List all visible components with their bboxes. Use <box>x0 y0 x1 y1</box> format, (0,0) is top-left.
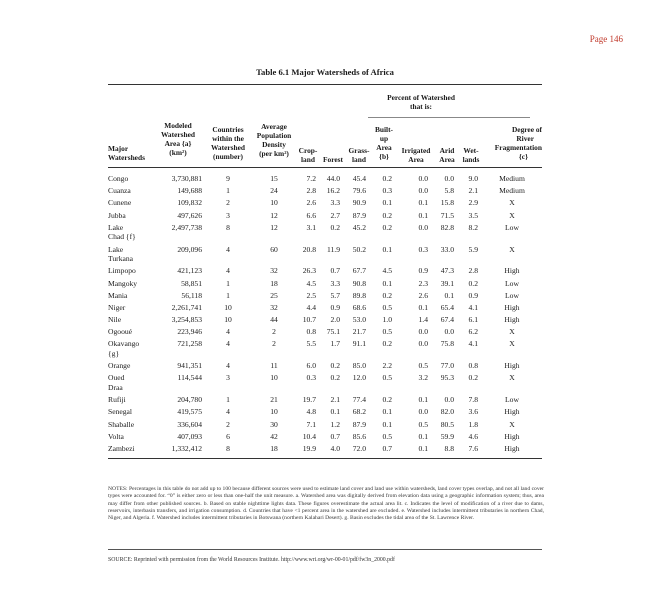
cell-forest: 0.2 <box>330 222 340 232</box>
cell-crop: 0.3 <box>306 373 316 383</box>
table-row <box>108 223 542 245</box>
cell-irrigated: 0.3 <box>418 244 428 254</box>
cell-arid: 65.4 <box>440 302 454 312</box>
cell-irrigated: 0.0 <box>418 407 428 417</box>
cell-density: 10 <box>270 373 278 383</box>
cell-crop: 4.5 <box>306 278 316 288</box>
cell-arid: 82.0 <box>440 407 454 417</box>
header-irrigated: Irrigated Area <box>401 146 431 164</box>
cell-arid: 0.0 <box>444 174 454 183</box>
table-row <box>108 245 542 267</box>
cell-density: 10 <box>270 198 278 208</box>
cell-forest: 2.1 <box>330 395 340 405</box>
cell-frag: High <box>504 361 520 371</box>
cell-builtup: 0.1 <box>382 407 392 417</box>
cell-area: 2,497,738 <box>171 222 202 232</box>
cell-wetlands: 8.2 <box>468 222 478 232</box>
cell-builtup: 0.5 <box>382 302 392 312</box>
cell-forest: 0.7 <box>330 431 340 441</box>
cell-name: Senegal <box>108 407 133 417</box>
cell-forest: 0.9 <box>330 302 340 312</box>
group-header: Percent of Watershed that is: <box>387 93 455 111</box>
watershed-table <box>108 84 542 459</box>
cell-irrigated: 0.1 <box>418 395 428 405</box>
table-row <box>108 279 542 291</box>
cell-crop: 6.6 <box>306 210 316 220</box>
cell-countries: 2 <box>226 419 230 429</box>
cell-area: 941,351 <box>177 361 202 371</box>
table-body <box>108 174 542 456</box>
cell-forest: 0.2 <box>330 361 340 371</box>
cell-crop: 3.1 <box>306 222 316 232</box>
cell-crop: 5.5 <box>306 339 316 349</box>
cell-density: 44 <box>270 315 278 325</box>
cell-builtup: 0.2 <box>382 174 392 183</box>
cell-countries: 3 <box>226 210 230 220</box>
cell-area: 58,851 <box>181 278 202 288</box>
cell-irrigated: 0.1 <box>418 431 428 441</box>
cell-area: 209,096 <box>177 244 202 254</box>
cell-frag: Medium <box>499 174 525 183</box>
cell-countries: 4 <box>226 339 230 349</box>
table-row <box>108 198 542 210</box>
header-rule <box>108 167 542 168</box>
cell-wetlands: 1.8 <box>468 419 478 429</box>
cell-crop: 2.6 <box>306 198 316 208</box>
cell-area: 497,626 <box>177 210 202 220</box>
cell-grass: 45.2 <box>352 222 366 232</box>
cell-density: 2 <box>272 327 276 337</box>
cell-density: 42 <box>270 431 278 441</box>
table-row <box>108 315 542 327</box>
cell-frag: Low <box>505 290 519 300</box>
cell-grass: 68.6 <box>352 302 366 312</box>
cell-frag: X <box>509 244 515 254</box>
cell-irrigated: 0.1 <box>418 302 428 312</box>
cell-crop: 6.0 <box>306 361 316 371</box>
cell-builtup: 0.2 <box>382 290 392 300</box>
cell-density: 12 <box>270 210 278 220</box>
cell-name: Orange <box>108 361 131 371</box>
cell-name: Rufiji <box>108 395 126 405</box>
cell-wetlands: 9.0 <box>468 174 478 183</box>
cell-countries: 8 <box>226 222 230 232</box>
header-fragmentation: Degree of River Fragmentation {c} <box>494 125 542 161</box>
cell-area: 721,258 <box>177 339 202 349</box>
cell-wetlands: 2.9 <box>468 198 478 208</box>
cell-area: 1,332,412 <box>171 444 202 453</box>
cell-irrigated: 0.5 <box>418 419 428 429</box>
cell-arid: 71.5 <box>440 210 454 220</box>
cell-builtup: 0.5 <box>382 431 392 441</box>
cell-crop: 10.4 <box>302 431 316 441</box>
cell-area: 419,575 <box>177 407 202 417</box>
cell-name: Jubba <box>108 210 126 220</box>
cell-wetlands: 2.8 <box>468 266 478 276</box>
cell-grass: 45.4 <box>352 174 366 183</box>
cell-crop: 7.1 <box>306 419 316 429</box>
cell-arid: 15.8 <box>440 198 454 208</box>
cell-forest: 1.2 <box>330 419 340 429</box>
cell-frag: High <box>504 315 520 325</box>
cell-frag: High <box>504 444 520 453</box>
table-row <box>108 432 542 444</box>
cell-density: 11 <box>270 361 278 371</box>
cell-wetlands: 0.9 <box>468 290 478 300</box>
cell-forest: 4.0 <box>330 444 340 453</box>
group-rule <box>368 117 530 118</box>
cell-frag: High <box>504 302 520 312</box>
cell-name: Ogooué <box>108 327 133 337</box>
cell-forest: 3.3 <box>330 198 340 208</box>
cell-wetlands: 6.1 <box>468 315 478 325</box>
cell-forest: 0.2 <box>330 373 340 383</box>
cell-forest: 0.1 <box>330 407 340 417</box>
header-forest: Forest <box>323 155 343 164</box>
cell-frag: X <box>509 210 515 220</box>
cell-grass: 68.2 <box>352 407 366 417</box>
table-source: SOURCE: Reprinted with permission from the World Resources Institute. http://www.wri.org/wr-00-01/pdf/fw3n_2000.pdf <box>108 557 395 563</box>
cell-frag: High <box>504 407 520 417</box>
cell-countries: 4 <box>226 361 230 371</box>
cell-name: Lake Turkana <box>108 244 134 264</box>
cell-wetlands: 4.6 <box>468 431 478 441</box>
header-grassland: Grass- land <box>348 146 370 164</box>
cell-grass: 77.4 <box>352 395 366 405</box>
cell-density: 60 <box>270 244 278 254</box>
cell-irrigated: 1.4 <box>418 315 428 325</box>
cell-countries: 10 <box>224 302 232 312</box>
table-row <box>108 266 542 278</box>
cell-builtup: 1.0 <box>382 315 392 325</box>
cell-crop: 19.9 <box>302 444 316 453</box>
header-density: Average Population Density (per km²) <box>256 122 292 158</box>
cell-crop: 26.3 <box>302 266 316 276</box>
cell-builtup: 0.2 <box>382 339 392 349</box>
cell-crop: 4.8 <box>306 407 316 417</box>
cell-arid: 0.0 <box>444 395 454 405</box>
cell-arid: 8.8 <box>444 444 454 453</box>
cell-area: 56,118 <box>181 290 202 300</box>
cell-arid: 5.8 <box>444 186 454 196</box>
cell-area: 421,123 <box>177 266 202 276</box>
cell-countries: 4 <box>226 244 230 254</box>
cell-name: Oued Draa <box>108 373 125 393</box>
cell-frag: High <box>504 431 520 441</box>
cell-density: 32 <box>270 302 278 312</box>
cell-area: 3,730,881 <box>171 174 202 183</box>
cell-arid: 67.4 <box>440 315 454 325</box>
cell-frag: X <box>509 327 515 337</box>
cell-density: 12 <box>270 222 278 232</box>
cell-area: 407,093 <box>177 431 202 441</box>
cell-grass: 79.6 <box>352 186 366 196</box>
cell-arid: 33.0 <box>440 244 454 254</box>
cell-density: 18 <box>270 444 278 453</box>
cell-grass: 90.8 <box>352 278 366 288</box>
cell-arid: 59.9 <box>440 431 454 441</box>
cell-name: Shaballe <box>108 419 135 429</box>
cell-density: 15 <box>270 174 278 183</box>
table-row <box>108 174 542 186</box>
cell-countries: 3 <box>226 373 230 383</box>
cell-density: 10 <box>270 407 278 417</box>
cell-grass: 67.7 <box>352 266 366 276</box>
cell-builtup: 0.3 <box>382 186 392 196</box>
table-row <box>108 444 542 456</box>
cell-wetlands: 7.8 <box>468 395 478 405</box>
cell-area: 114,544 <box>177 373 202 383</box>
table-row <box>108 211 542 223</box>
cell-arid: 0.1 <box>444 290 454 300</box>
cell-builtup: 0.1 <box>382 419 392 429</box>
table-row <box>108 407 542 419</box>
cell-name: Lake Chad {f} <box>108 222 136 242</box>
cell-forest: 3.3 <box>330 278 340 288</box>
cell-builtup: 0.1 <box>382 198 392 208</box>
cell-name: Zambezi <box>108 444 135 453</box>
cell-builtup: 0.2 <box>382 395 392 405</box>
cell-builtup: 0.2 <box>382 222 392 232</box>
cell-forest: 75.1 <box>326 327 340 337</box>
cell-countries: 9 <box>226 174 230 183</box>
cell-forest: 2.0 <box>330 315 340 325</box>
cell-irrigated: 0.0 <box>418 174 428 183</box>
cell-name: Nile <box>108 315 122 325</box>
cell-frag: Medium <box>499 186 525 196</box>
cell-builtup: 0.1 <box>382 278 392 288</box>
source-rule <box>108 549 542 550</box>
cell-crop: 10.7 <box>302 315 316 325</box>
cell-irrigated: 2.6 <box>418 290 428 300</box>
table-row <box>108 361 542 373</box>
cell-forest: 2.7 <box>330 210 340 220</box>
cell-forest: 1.7 <box>330 339 340 349</box>
cell-name: Volta <box>108 431 124 441</box>
cell-grass: 89.8 <box>352 290 366 300</box>
cell-area: 3,254,853 <box>171 315 202 325</box>
cell-arid: 47.3 <box>440 266 454 276</box>
header-cropland: Crop- land <box>298 146 318 164</box>
cell-irrigated: 0.5 <box>418 361 428 371</box>
table-title: Table 6.1 Major Watersheds of Africa <box>256 67 394 77</box>
cell-grass: 21.7 <box>352 327 366 337</box>
cell-countries: 8 <box>226 444 230 453</box>
table-header <box>108 85 542 167</box>
cell-builtup: 2.2 <box>382 361 392 371</box>
cell-arid: 95.3 <box>440 373 454 383</box>
table-row <box>108 186 542 198</box>
cell-area: 223,946 <box>177 327 202 337</box>
cell-forest: 0.7 <box>330 266 340 276</box>
cell-name: Cunene <box>108 198 132 208</box>
cell-name: Okavango {g} <box>108 339 140 359</box>
cell-name: Congo <box>108 174 129 183</box>
cell-forest: 11.9 <box>326 244 340 254</box>
cell-frag: Low <box>505 395 519 405</box>
cell-builtup: 0.1 <box>382 244 392 254</box>
cell-grass: 91.1 <box>352 339 366 349</box>
cell-forest: 5.7 <box>330 290 340 300</box>
cell-builtup: 0.2 <box>382 210 392 220</box>
header-builtup: Built- up Area {b} <box>374 125 394 161</box>
table-notes: NOTES: Percentages in this table do not add up to 100 because different sources were used to estimate land cover and land use within watersheds, land cover types overlap, and not all land cover types were accounted for. “0” is either zero or less than one-half the unit measure. a. Watershed area was digitally derived from elevation data using a geographic information system; thus, area may differ from other published sources. b. Based on stable nighttime lights data. These figures overestimate the actual area lit. c. Indicates the level of modification of a river due to dams, reservoirs, interbasin transfers, and irrigation consumption. d. Countries that have <1 percent area in the watershed are excluded. e. Watershed includes intermittent tributaries in northern Chad, Niger, and Algeria. f. Watershed includes intermittent tributaries in Botswana (northern Kalahari Desert). g. Basin excludes the tidal area of the St. Lawrence River. <box>108 486 544 522</box>
table-row <box>108 420 542 432</box>
cell-wetlands: 0.2 <box>468 278 478 288</box>
cell-grass: 50.2 <box>352 244 366 254</box>
cell-arid: 80.5 <box>440 419 454 429</box>
cell-arid: 82.8 <box>440 222 454 232</box>
header-countries: Countries within the Watershed (number) <box>210 125 246 161</box>
cell-wetlands: 0.8 <box>468 361 478 371</box>
cell-wetlands: 4.1 <box>468 302 478 312</box>
cell-name: Niger <box>108 302 126 312</box>
cell-name: Mangoky <box>108 278 138 288</box>
cell-countries: 1 <box>226 395 230 405</box>
cell-irrigated: 2.3 <box>418 278 428 288</box>
cell-irrigated: 3.2 <box>418 373 428 383</box>
cell-crop: 4.4 <box>306 302 316 312</box>
cell-frag: High <box>504 266 520 276</box>
cell-frag: Low <box>505 278 519 288</box>
cell-countries: 6 <box>226 431 230 441</box>
cell-density: 18 <box>270 278 278 288</box>
cell-countries: 10 <box>224 315 232 325</box>
cell-wetlands: 4.1 <box>468 339 478 349</box>
cell-builtup: 0.5 <box>382 373 392 383</box>
table-row <box>108 373 542 395</box>
cell-frag: X <box>509 419 515 429</box>
cell-forest: 16.2 <box>326 186 340 196</box>
cell-forest: 44.0 <box>326 174 340 183</box>
cell-countries: 1 <box>226 186 230 196</box>
header-area: Modeled Watershed Area {a} (km²) <box>160 121 196 157</box>
table-row <box>108 291 542 303</box>
cell-area: 336,604 <box>177 419 202 429</box>
cell-irrigated: 0.0 <box>418 339 428 349</box>
cell-grass: 72.0 <box>352 444 366 453</box>
cell-countries: 1 <box>226 278 230 288</box>
table-row <box>108 339 542 361</box>
bottom-rule <box>108 458 542 459</box>
cell-irrigated: 0.0 <box>418 222 428 232</box>
cell-builtup: 0.5 <box>382 327 392 337</box>
cell-name: Cuanza <box>108 186 131 196</box>
cell-crop: 2.5 <box>306 290 316 300</box>
cell-crop: 20.8 <box>302 244 316 254</box>
cell-frag: X <box>509 339 515 349</box>
cell-density: 21 <box>270 395 278 405</box>
cell-density: 32 <box>270 266 278 276</box>
cell-grass: 87.9 <box>352 210 366 220</box>
cell-grass: 87.9 <box>352 419 366 429</box>
cell-name: Mania <box>108 290 128 300</box>
cell-name: Limpopo <box>108 266 136 276</box>
cell-countries: 4 <box>226 327 230 337</box>
header-major: Major Watersheds <box>108 144 145 162</box>
cell-area: 149,688 <box>177 186 202 196</box>
cell-arid: 0.0 <box>444 327 454 337</box>
cell-frag: Low <box>505 222 519 232</box>
cell-crop: 2.8 <box>306 186 316 196</box>
cell-frag: X <box>509 198 515 208</box>
cell-wetlands: 6.2 <box>468 327 478 337</box>
cell-grass: 90.9 <box>352 198 366 208</box>
cell-arid: 39.1 <box>440 278 454 288</box>
cell-irrigated: 0.1 <box>418 198 428 208</box>
cell-area: 109,832 <box>177 198 202 208</box>
cell-density: 30 <box>270 419 278 429</box>
cell-irrigated: 0.0 <box>418 186 428 196</box>
cell-irrigated: 0.9 <box>418 266 428 276</box>
table-row <box>108 395 542 407</box>
cell-builtup: 0.7 <box>382 444 392 453</box>
cell-wetlands: 3.6 <box>468 407 478 417</box>
cell-crop: 0.8 <box>306 327 316 337</box>
cell-area: 2,261,741 <box>171 302 202 312</box>
cell-crop: 7.2 <box>306 174 316 183</box>
cell-builtup: 4.5 <box>382 266 392 276</box>
cell-grass: 85.0 <box>352 361 366 371</box>
cell-density: 2 <box>272 339 276 349</box>
cell-grass: 53.0 <box>352 315 366 325</box>
cell-irrigated: 0.1 <box>418 210 428 220</box>
cell-area: 204,780 <box>177 395 202 405</box>
table-row <box>108 303 542 315</box>
cell-countries: 2 <box>226 198 230 208</box>
cell-arid: 77.0 <box>440 361 454 371</box>
cell-wetlands: 7.6 <box>468 444 478 453</box>
cell-wetlands: 2.1 <box>468 186 478 196</box>
cell-irrigated: 0.1 <box>418 444 428 453</box>
cell-grass: 12.0 <box>352 373 366 383</box>
cell-wetlands: 5.9 <box>468 244 478 254</box>
cell-countries: 1 <box>226 290 230 300</box>
cell-density: 24 <box>270 186 278 196</box>
cell-density: 25 <box>270 290 278 300</box>
page-number: Page 146 <box>589 34 623 44</box>
cell-grass: 85.6 <box>352 431 366 441</box>
cell-wetlands: 3.5 <box>468 210 478 220</box>
cell-wetlands: 0.2 <box>468 373 478 383</box>
cell-countries: 4 <box>226 407 230 417</box>
table-row <box>108 327 542 339</box>
cell-crop: 19.7 <box>302 395 316 405</box>
header-arid: Arid Area <box>439 146 455 164</box>
cell-arid: 75.8 <box>440 339 454 349</box>
cell-frag: X <box>509 373 515 383</box>
cell-irrigated: 0.0 <box>418 327 428 337</box>
cell-countries: 4 <box>226 266 230 276</box>
header-wetlands: Wet- lands <box>462 146 480 164</box>
